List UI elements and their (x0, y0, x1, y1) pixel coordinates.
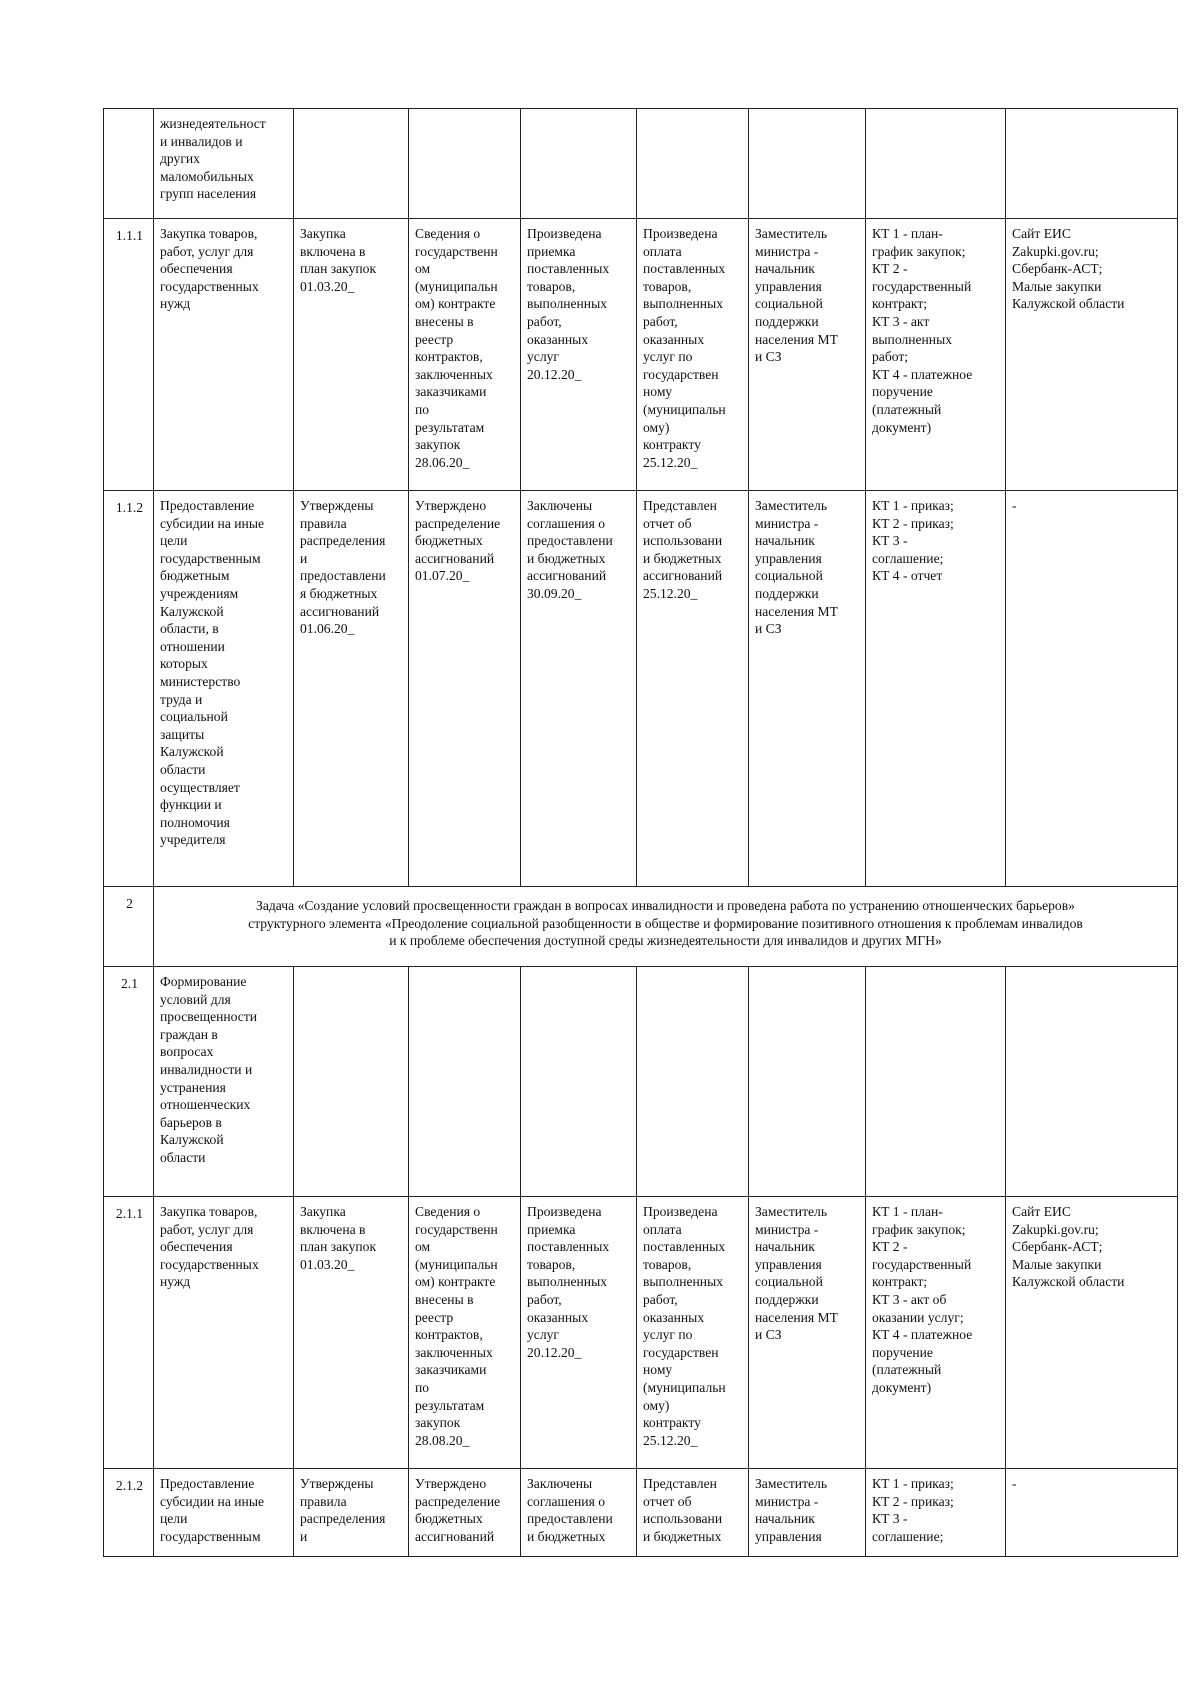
table-cell: - (1006, 491, 1178, 887)
table-cell: Утверждены правила распределения и предоставлени я бюджетных ассигнований 01.06.20_ (294, 491, 409, 887)
table-cell: Сайт ЕИС Zakupki.gov.ru; Сбербанк-АСТ; Малые закупки Калужской области (1006, 219, 1178, 491)
table-cell: Произведена оплата поставленных товаров, выполненных работ, оказанных услуг по государствен ному (муниципальн ому) контракту 25.12.20_ (637, 219, 749, 491)
table-row (104, 219, 1178, 491)
row-number: 2.1.1 (104, 1197, 154, 1469)
table-cell: Сведения о государственн ом (муниципальн ом) контракте внесены в реестр контрактов, заключенных заказчиками по результатам закупок 28.06.20_ (409, 219, 521, 491)
table-cell: Заместитель министра - начальник управления социальной поддержки населения МТ и СЗ (749, 491, 866, 887)
table-cell: Утверждены правила распределения и (294, 1469, 409, 1557)
table-row (104, 1197, 1178, 1469)
table-cell (866, 967, 1006, 1197)
row-number: 1.1.2 (104, 491, 154, 887)
task-row (104, 887, 1178, 967)
table-cell: Представлен отчет об использовани и бюджетных ассигнований 25.12.20_ (637, 491, 749, 887)
control-points-table (103, 108, 1178, 1557)
table-cell (637, 967, 749, 1197)
table-cell: Закупка товаров, работ, услуг для обеспечения государственных нужд (154, 1197, 294, 1469)
table-cell: КТ 1 - план- график закупок; КТ 2 - государственный контракт; КТ 3 - акт выполненных работ; КТ 4 - платежное поручение (платежный документ) (866, 219, 1006, 491)
table-cell: Предоставление субсидии на иные цели государственным бюджетным учреждениям Калужской области, в отношении которых министерство труда и социальной защиты Калужской области осуществляет функции и полномочия учредителя (154, 491, 294, 887)
row-number (104, 109, 154, 219)
table-cell (294, 967, 409, 1197)
table-cell: КТ 1 - приказ; КТ 2 - приказ; КТ 3 - соглашение; (866, 1469, 1006, 1557)
table-cell (637, 109, 749, 219)
table-cell: Закупка включена в план закупок 01.03.20_ (294, 219, 409, 491)
table-cell: - (1006, 1469, 1178, 1557)
table-cell (1006, 967, 1178, 1197)
table-cell: Заключены соглашения о предоставлени и бюджетных (521, 1469, 637, 1557)
task-heading: Задача «Создание условий просвещенности граждан в вопросах инвалидности и проведена работа по устранению отношенческих барьеров» структурного элемента «Преодоление социальной разобщенности в обществе и формирование позитивного отношения к проблемам инвалидов и к проблеме обеспечения доступной среды жизнедеятельности для инвалидов и других МГН» (154, 887, 1178, 967)
table-cell (521, 109, 637, 219)
table-cell: Утверждено распределение бюджетных ассигнований 01.07.20_ (409, 491, 521, 887)
table-cell (521, 967, 637, 1197)
table-cell: Заместитель министра - начальник управления социальной поддержки населения МТ и СЗ (749, 219, 866, 491)
table-cell: Закупка товаров, работ, услуг для обеспечения государственных нужд (154, 219, 294, 491)
table-cell: Произведена оплата поставленных товаров, выполненных работ, оказанных услуг по государствен ному (муниципальн ому) контракту 25.12.20_ (637, 1197, 749, 1469)
table-cell (749, 967, 866, 1197)
table-cell: Закупка включена в план закупок 01.03.20_ (294, 1197, 409, 1469)
table-cell: Утверждено распределение бюджетных ассигнований (409, 1469, 521, 1557)
table-row (104, 967, 1178, 1197)
table-cell: Произведена приемка поставленных товаров, выполненных работ, оказанных услуг 20.12.20_ (521, 219, 637, 491)
row-number: 1.1.1 (104, 219, 154, 491)
table-row (104, 491, 1178, 887)
table-cell: Предоставление субсидии на иные цели государственным (154, 1469, 294, 1557)
table-cell: КТ 1 - план- график закупок; КТ 2 - государственный контракт; КТ 3 - акт об оказании услуг; КТ 4 - платежное поручение (платежный документ) (866, 1197, 1006, 1469)
row-number: 2 (104, 887, 154, 967)
table-cell: Сайт ЕИС Zakupki.gov.ru; Сбербанк-АСТ; Малые закупки Калужской области (1006, 1197, 1178, 1469)
row-number: 2.1 (104, 967, 154, 1197)
table-row (104, 1469, 1178, 1557)
table-cell (866, 109, 1006, 219)
table-cell (1006, 109, 1178, 219)
table-cell (749, 109, 866, 219)
table-cell (409, 109, 521, 219)
table-cell: жизнедеятельност и инвалидов и других маломобильных групп населения (154, 109, 294, 219)
table-cell: КТ 1 - приказ; КТ 2 - приказ; КТ 3 - соглашение; КТ 4 - отчет (866, 491, 1006, 887)
table-cell: Заключены соглашения о предоставлени и бюджетных ассигнований 30.09.20_ (521, 491, 637, 887)
table-cell: Заместитель министра - начальник управления социальной поддержки населения МТ и СЗ (749, 1197, 866, 1469)
row-number: 2.1.2 (104, 1469, 154, 1557)
table-row (104, 109, 1178, 219)
table-cell: Представлен отчет об использовани и бюджетных (637, 1469, 749, 1557)
table-cell: Формирование условий для просвещенности граждан в вопросах инвалидности и устранения отношенческих барьеров в Калужской области (154, 967, 294, 1197)
table-cell: Заместитель министра - начальник управления (749, 1469, 866, 1557)
table-cell: Произведена приемка поставленных товаров, выполненных работ, оказанных услуг 20.12.20_ (521, 1197, 637, 1469)
table-cell (409, 967, 521, 1197)
table-cell (294, 109, 409, 219)
table-cell: Сведения о государственн ом (муниципальн ом) контракте внесены в реестр контрактов, заключенных заказчиками по результатам закупок 28.08.20_ (409, 1197, 521, 1469)
